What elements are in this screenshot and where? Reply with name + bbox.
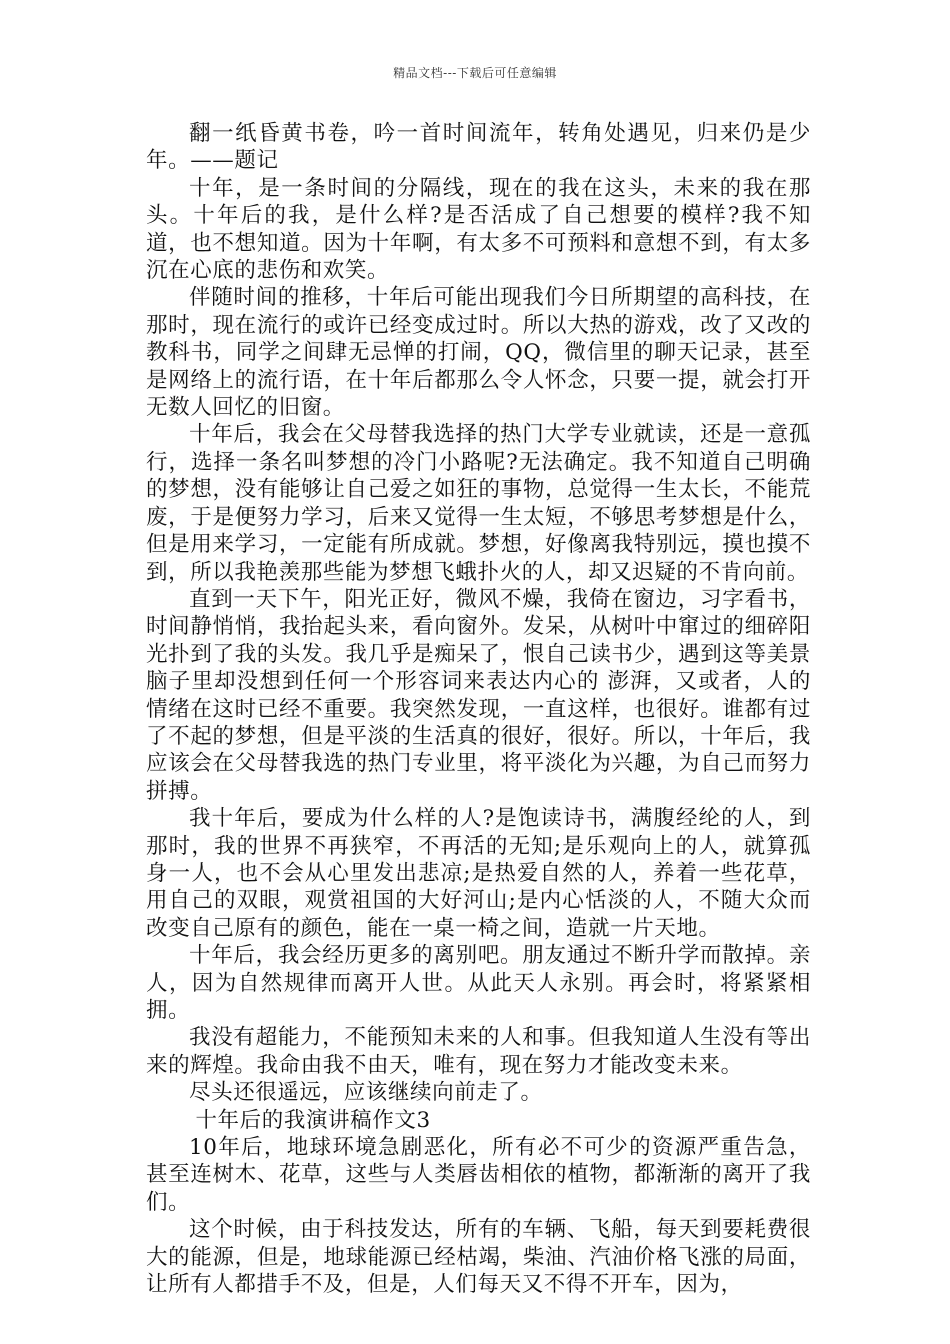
paragraph: 十年，是一条时间的分隔线，现在的我在这头，未来的我在那头。十年后的我，是什么样?是否活成了自己想要的模样?我不知道，也不想知道。因为十年啊，有太多不可预料和意想不到，有太多沉在心底的悲伤和欢笑。: [146, 175, 811, 284]
paragraph: 伴随时间的推移，十年后可能出现我们今日所期望的高科技，在那时，现在流行的或许已经变成过时。所以大热的游戏，改了又改的教科书，同学之间肆无忌惮的打闹，QQ，微信里的聊天记录，甚至是网络上的流行语，在十年后都那么令人怀念，只要一提，就会打开无数人回忆的旧窗。: [146, 285, 811, 421]
paragraph: 十年后，我会经历更多的离别吧。朋友通过不断升学而散掉。亲人，因为自然规律而离开人世。从此天人永别。再会时，将紧紧相拥。: [146, 943, 811, 1023]
paragraph: 十年后，我会在父母替我选择的热门大学专业就读，还是一意孤行，选择一条名叫梦想的冷门小路呢?无法确定。我不知道自己明确的梦想，没有能够让自己爱之如狂的事物，总觉得一生太长，不能荒废，于是便努力学习，后来又觉得一生太短，不够思考梦想是什么，但是用来学习，一定能有所成就。梦想，好像离我特别远，摸也摸不到，所以我艳羡那些能为梦想飞蛾扑火的人，却又迟疑的不肯向前。: [146, 422, 811, 585]
page-header: 精品文档---下载后可任意编辑: [393, 66, 557, 80]
paragraph: 尽头还很遥远，应该继续向前走了。: [189, 1080, 543, 1106]
paragraph: 10年后，地球环境急剧恶化，所有必不可少的资源严重告急，甚至连树木、花草，这些与人类唇齿相依的植物，都渐渐的离开了我们。: [146, 1135, 811, 1215]
paragraph: 直到一天下午，阳光正好，微风不燥，我倚在窗边，习字看书，时间静悄悄，我抬起头来，看向窗外。发呆，从树叶中窜过的细碎阳光扑到了我的头发。我几乎是痴呆了，恨自己读书少，遇到这等美景脑子里却没想到任何一个形容词来表达内心的 澎湃，又或者，人的情绪在这时已经不重要。我突然发现，一直这样，也很好。谁都有过了不起的梦想，但是平淡的生活真的很好，很好。所以，十年后，我应该会在父母替我选的热门专业里，将平淡化为兴趣，为自己而努力拼搏。: [146, 586, 811, 804]
paragraph: 我十年后，要成为什么样的人?是饱读诗书，满腹经纶的人，到那时，我的世界不再狭窄，不再活的无知;是乐观向上的人，就算孤身一人，也不会从心里发出悲凉;是热爱自然的人，养着一些花草，用自己的双眼，观赏祖国的大好河山;是内心恬淡的人，不随大众而改变自己原有的颜色，能在一桌一椅之间，造就一片天地。: [146, 806, 811, 941]
section-title: 十年后的我演讲稿作文3: [195, 1107, 431, 1133]
document-body: [146, 120, 811, 1298]
paragraph-epigraph: 翻一纸昏黄书卷，吟一首时间流年，转角处遇见，归来仍是少年。——题记: [146, 121, 811, 174]
paragraph: 我没有超能力，不能预知未来的人和事。但我知道人生没有等出来的辉煌。我命由我不由天，唯有，现在努力才能改变未来。: [146, 1025, 811, 1078]
paragraph: 这个时候，由于科技发达，所有的车辆、飞船，每天到要耗费很大的能源，但是，地球能源已经枯竭，柴油、汽油价格飞涨的局面，让所有人都措手不及，但是，人们每天又不得不开车，因为，: [146, 1217, 811, 1298]
